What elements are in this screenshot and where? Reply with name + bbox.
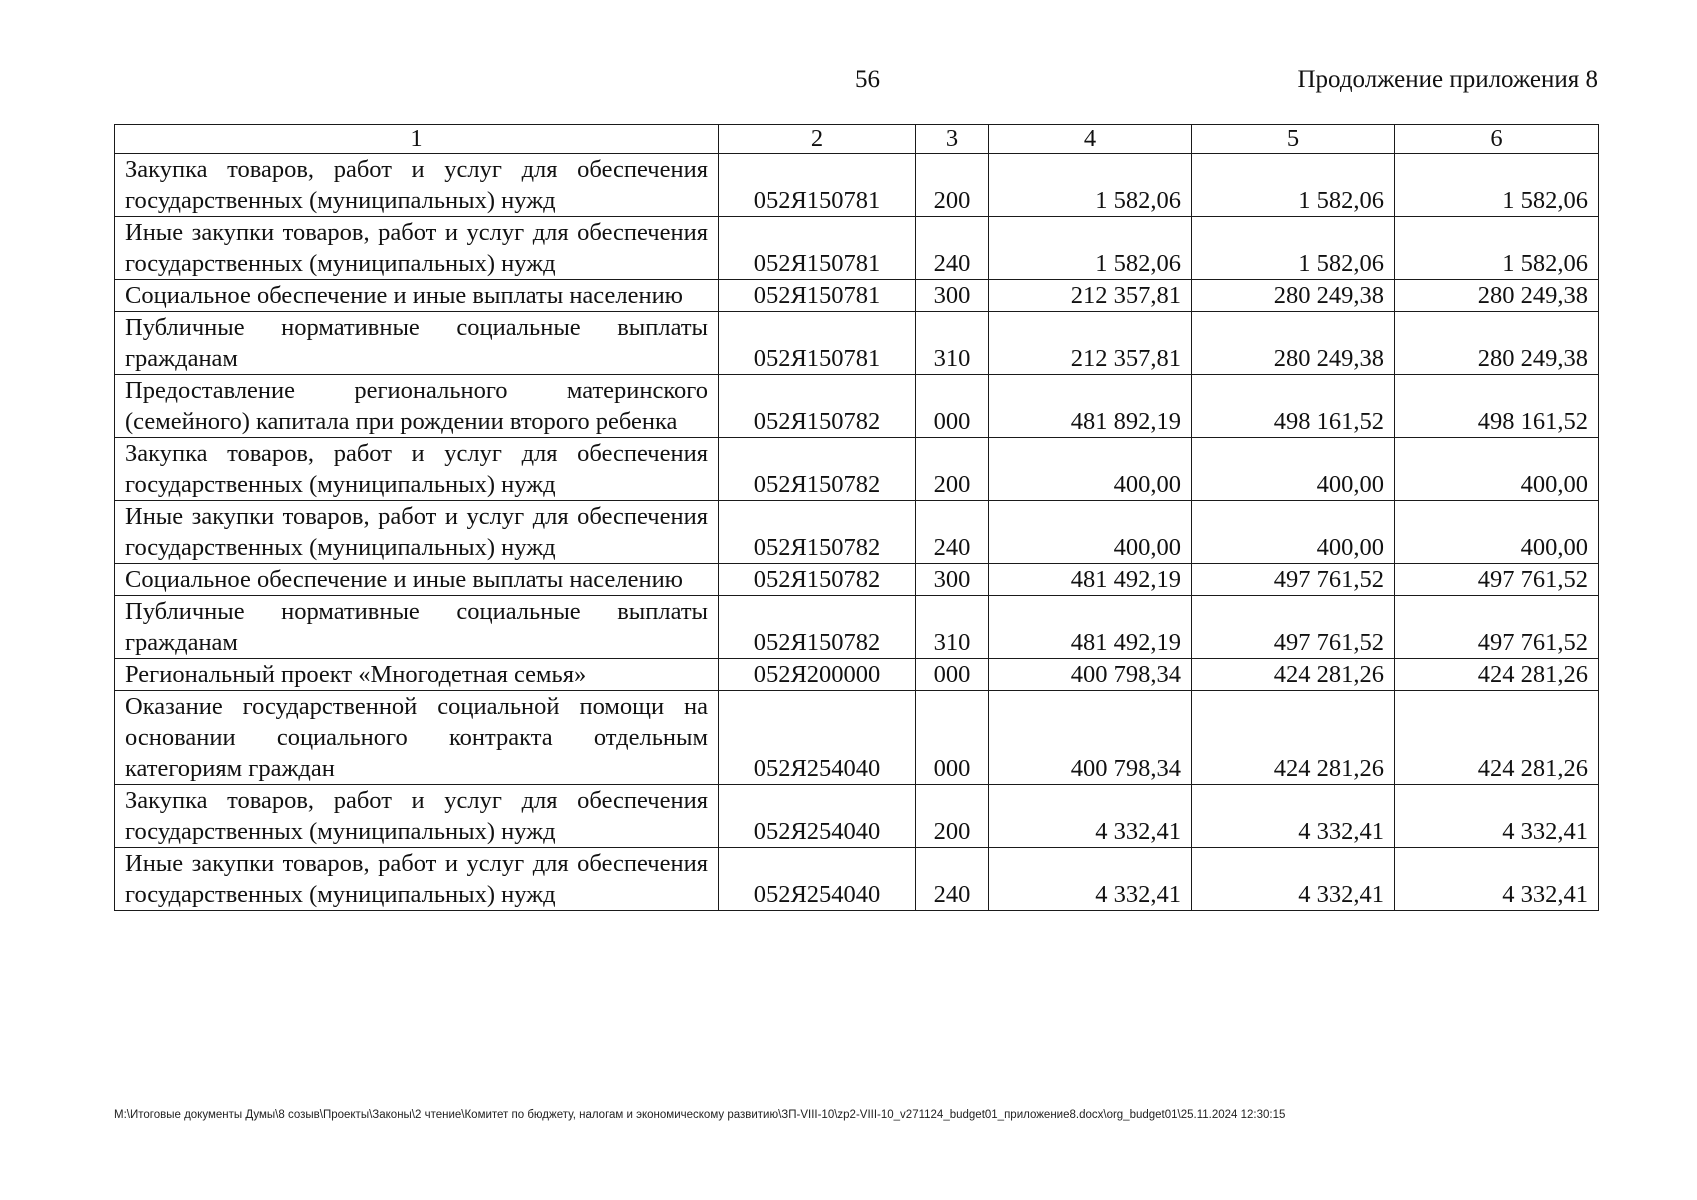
amount-col-6: 280 249,38 [1395, 312, 1599, 375]
amount-col-6: 424 281,26 [1395, 659, 1599, 691]
amount-col-6: 1 582,06 [1395, 154, 1599, 217]
row-name: Социальное обеспечение и иные выплаты населению [115, 564, 719, 596]
amount-col-4: 1 582,06 [989, 154, 1192, 217]
table-row [115, 312, 1599, 375]
file-path-footer: M:\Итоговые документы Думы\8 созыв\Проекты\Законы\2 чтение\Комитет по бюджету, налогам и экономическому развитию\ЗП-VIII-10\zp2-VIII-10_v271124_budget01_приложение8.docx\org_budget01\25.11.2024 12:30:15 [114, 1109, 1286, 1121]
amount-col-4: 1 582,06 [989, 217, 1192, 280]
amount-col-5: 497 761,52 [1192, 564, 1395, 596]
expense-type-code: 200 [916, 154, 989, 217]
target-article-code: 052Я150782 [719, 438, 916, 501]
row-name: Публичные нормативные социальные выплаты гражданам [115, 596, 719, 659]
amount-col-6: 1 582,06 [1395, 217, 1599, 280]
target-article-code: 052Я254040 [719, 848, 916, 911]
amount-col-4: 400 798,34 [989, 659, 1192, 691]
expense-type-code: 000 [916, 659, 989, 691]
amount-col-6: 400,00 [1395, 438, 1599, 501]
amount-col-5: 1 582,06 [1192, 217, 1395, 280]
row-name: Предоставление регионального материнского (семейного) капитала при рождении второго ребенка [115, 375, 719, 438]
appendix-continuation-title: Продолжение приложения 8 [1297, 66, 1598, 93]
amount-col-6: 497 761,52 [1395, 596, 1599, 659]
table-row [115, 375, 1599, 438]
target-article-code: 052Я150781 [719, 280, 916, 312]
amount-col-5: 424 281,26 [1192, 691, 1395, 785]
amount-col-5: 498 161,52 [1192, 375, 1395, 438]
table-row [115, 154, 1599, 217]
amount-col-6: 497 761,52 [1395, 564, 1599, 596]
budget-table [114, 124, 1599, 911]
target-article-code: 052Я150782 [719, 564, 916, 596]
expense-type-code: 200 [916, 785, 989, 848]
amount-col-6: 400,00 [1395, 501, 1599, 564]
page-number: 56 [855, 66, 880, 93]
table-row [115, 596, 1599, 659]
column-header-4: 4 [989, 125, 1192, 154]
expense-type-code: 310 [916, 596, 989, 659]
amount-col-4: 481 492,19 [989, 596, 1192, 659]
expense-type-code: 300 [916, 564, 989, 596]
amount-col-6: 280 249,38 [1395, 280, 1599, 312]
column-header-6: 6 [1395, 125, 1599, 154]
table-body [115, 154, 1599, 911]
table-row [115, 848, 1599, 911]
target-article-code: 052Я150782 [719, 375, 916, 438]
table-row [115, 501, 1599, 564]
table-row [115, 659, 1599, 691]
expense-type-code: 000 [916, 691, 989, 785]
amount-col-6: 4 332,41 [1395, 848, 1599, 911]
amount-col-4: 4 332,41 [989, 785, 1192, 848]
amount-col-4: 400,00 [989, 501, 1192, 564]
target-article-code: 052Я150782 [719, 596, 916, 659]
amount-col-5: 280 249,38 [1192, 312, 1395, 375]
table-row [115, 691, 1599, 785]
target-article-code: 052Я254040 [719, 785, 916, 848]
amount-col-5: 1 582,06 [1192, 154, 1395, 217]
amount-col-4: 400,00 [989, 438, 1192, 501]
amount-col-4: 4 332,41 [989, 848, 1192, 911]
expense-type-code: 240 [916, 217, 989, 280]
expense-type-code: 300 [916, 280, 989, 312]
target-article-code: 052Я150781 [719, 312, 916, 375]
column-header-5: 5 [1192, 125, 1395, 154]
row-name: Публичные нормативные социальные выплаты гражданам [115, 312, 719, 375]
column-header-3: 3 [916, 125, 989, 154]
amount-col-6: 4 332,41 [1395, 785, 1599, 848]
target-article-code: 052Я200000 [719, 659, 916, 691]
amount-col-6: 424 281,26 [1395, 691, 1599, 785]
target-article-code: 052Я150781 [719, 217, 916, 280]
amount-col-5: 400,00 [1192, 438, 1395, 501]
amount-col-5: 497 761,52 [1192, 596, 1395, 659]
table-row [115, 564, 1599, 596]
table-row [115, 438, 1599, 501]
amount-col-5: 424 281,26 [1192, 659, 1395, 691]
row-name: Закупка товаров, работ и услуг для обеспечения государственных (муниципальных) нужд [115, 438, 719, 501]
expense-type-code: 240 [916, 501, 989, 564]
amount-col-4: 212 357,81 [989, 312, 1192, 375]
table-row [115, 280, 1599, 312]
amount-col-4: 481 492,19 [989, 564, 1192, 596]
amount-col-6: 498 161,52 [1395, 375, 1599, 438]
row-name: Иные закупки товаров, работ и услуг для обеспечения государственных (муниципальных) нужд [115, 501, 719, 564]
row-name: Оказание государственной социальной помощи на основании социального контракта отдельным категориям граждан [115, 691, 719, 785]
amount-col-5: 280 249,38 [1192, 280, 1395, 312]
amount-col-4: 481 892,19 [989, 375, 1192, 438]
row-name: Иные закупки товаров, работ и услуг для обеспечения государственных (муниципальных) нужд [115, 217, 719, 280]
column-header-1: 1 [115, 125, 719, 154]
expense-type-code: 240 [916, 848, 989, 911]
row-name: Региональный проект «Многодетная семья» [115, 659, 719, 691]
amount-col-5: 400,00 [1192, 501, 1395, 564]
expense-type-code: 000 [916, 375, 989, 438]
target-article-code: 052Я150781 [719, 154, 916, 217]
target-article-code: 052Я254040 [719, 691, 916, 785]
column-number-row [115, 125, 1599, 154]
target-article-code: 052Я150782 [719, 501, 916, 564]
row-name: Закупка товаров, работ и услуг для обеспечения государственных (муниципальных) нужд [115, 154, 719, 217]
table-row [115, 785, 1599, 848]
table-row [115, 217, 1599, 280]
amount-col-5: 4 332,41 [1192, 785, 1395, 848]
expense-type-code: 200 [916, 438, 989, 501]
row-name: Закупка товаров, работ и услуг для обеспечения государственных (муниципальных) нужд [115, 785, 719, 848]
row-name: Социальное обеспечение и иные выплаты населению [115, 280, 719, 312]
amount-col-4: 400 798,34 [989, 691, 1192, 785]
column-header-2: 2 [719, 125, 916, 154]
amount-col-4: 212 357,81 [989, 280, 1192, 312]
row-name: Иные закупки товаров, работ и услуг для обеспечения государственных (муниципальных) нужд [115, 848, 719, 911]
amount-col-5: 4 332,41 [1192, 848, 1395, 911]
expense-type-code: 310 [916, 312, 989, 375]
